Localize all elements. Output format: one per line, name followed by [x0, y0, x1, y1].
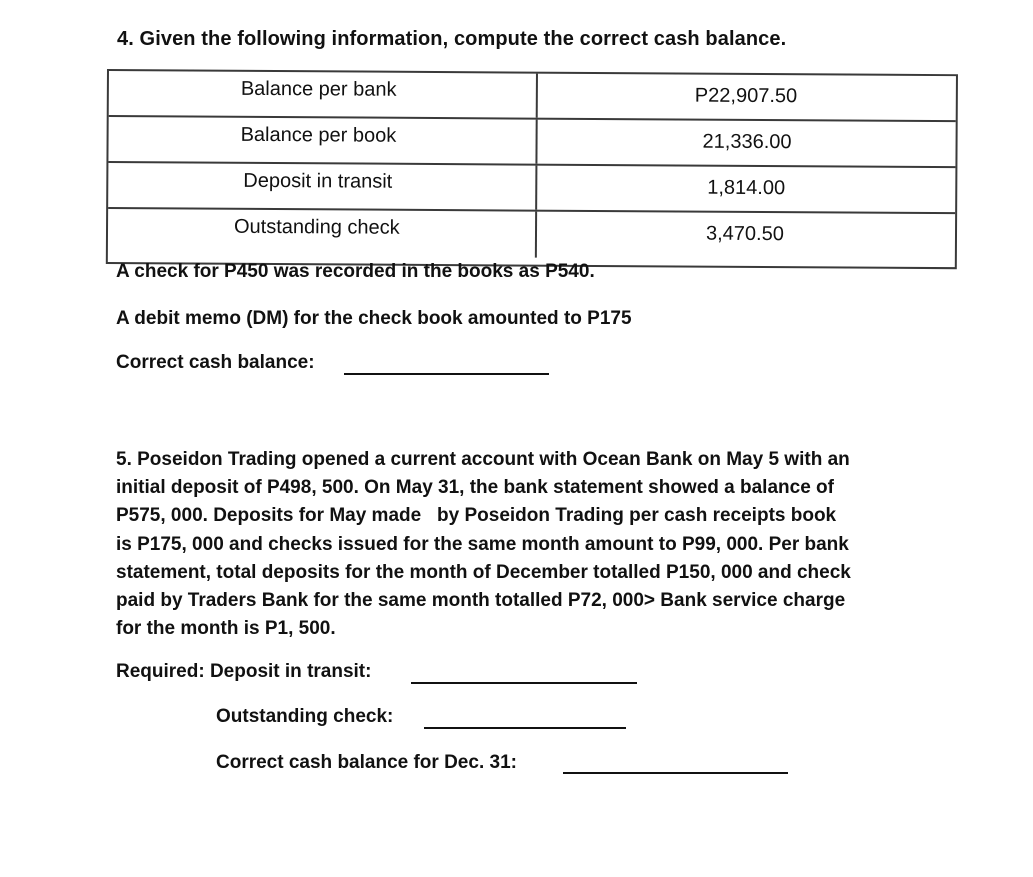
question-5-line: 5. Poseidon Trading opened a current account with Ocean Bank on May 5 with an [116, 449, 850, 470]
note-debit-memo: A debit memo (DM) for the check book amounted to P175 [116, 308, 632, 329]
table-row-value: 1,814.00 [707, 176, 786, 200]
required-deposit-in-transit-label: Required: Deposit in transit: [116, 661, 372, 682]
note-check-recorded: A check for P450 was recorded in the books as P540. [116, 261, 595, 282]
table-row-label: Outstanding check [233, 215, 400, 239]
information-table [106, 69, 958, 269]
table-row [108, 163, 955, 214]
correct-cash-balance-dec31-blank-line [563, 772, 788, 774]
table-row-value: 3,470.50 [705, 222, 784, 246]
question-5-line: statement, total deposits for the month of December totalled P150, 000 and check [116, 561, 851, 583]
table-row-label: Balance per bank [240, 77, 397, 101]
question-5-paragraph [116, 446, 956, 643]
question-5-line: initial deposit of P498, 500. On May 31, the bank statement showed a balance of [116, 477, 834, 499]
question-5-line: P575, 000. Deposits for May made by Poseidon Trading per cash receipts book [116, 505, 837, 527]
table-row [109, 71, 956, 122]
question-5-line: is P175, 000 and checks issued for the same month amount to P99, 000. Per bank [116, 533, 849, 555]
column-divider [536, 74, 538, 118]
table-row-label: Deposit in transit [243, 169, 393, 193]
question-5-line: for the month is P1, 500. [116, 618, 336, 640]
outstanding-check-blank-line [424, 727, 626, 729]
table-row-label: Balance per book [240, 123, 397, 147]
table-row-value: P22,907.50 [694, 84, 798, 108]
deposit-in-transit-blank-line [411, 682, 637, 684]
correct-cash-balance-label: Correct cash balance: [116, 352, 315, 373]
answer-blank-line [344, 373, 549, 375]
column-divider [535, 212, 537, 258]
question-5-line: paid by Traders Bank for the same month totalled P72, 000> Bank service charge [116, 590, 846, 612]
column-divider [535, 166, 537, 210]
table-row-value: 21,336.00 [702, 130, 792, 154]
question-4-title: 4. Given the following information, compute the correct cash balance. [117, 28, 787, 50]
column-divider [535, 120, 537, 164]
table-row [108, 117, 955, 168]
correct-cash-balance-dec31-label: Correct cash balance for Dec. 31: [216, 752, 517, 773]
outstanding-check-label: Outstanding check: [216, 706, 394, 727]
table-row [108, 209, 955, 260]
